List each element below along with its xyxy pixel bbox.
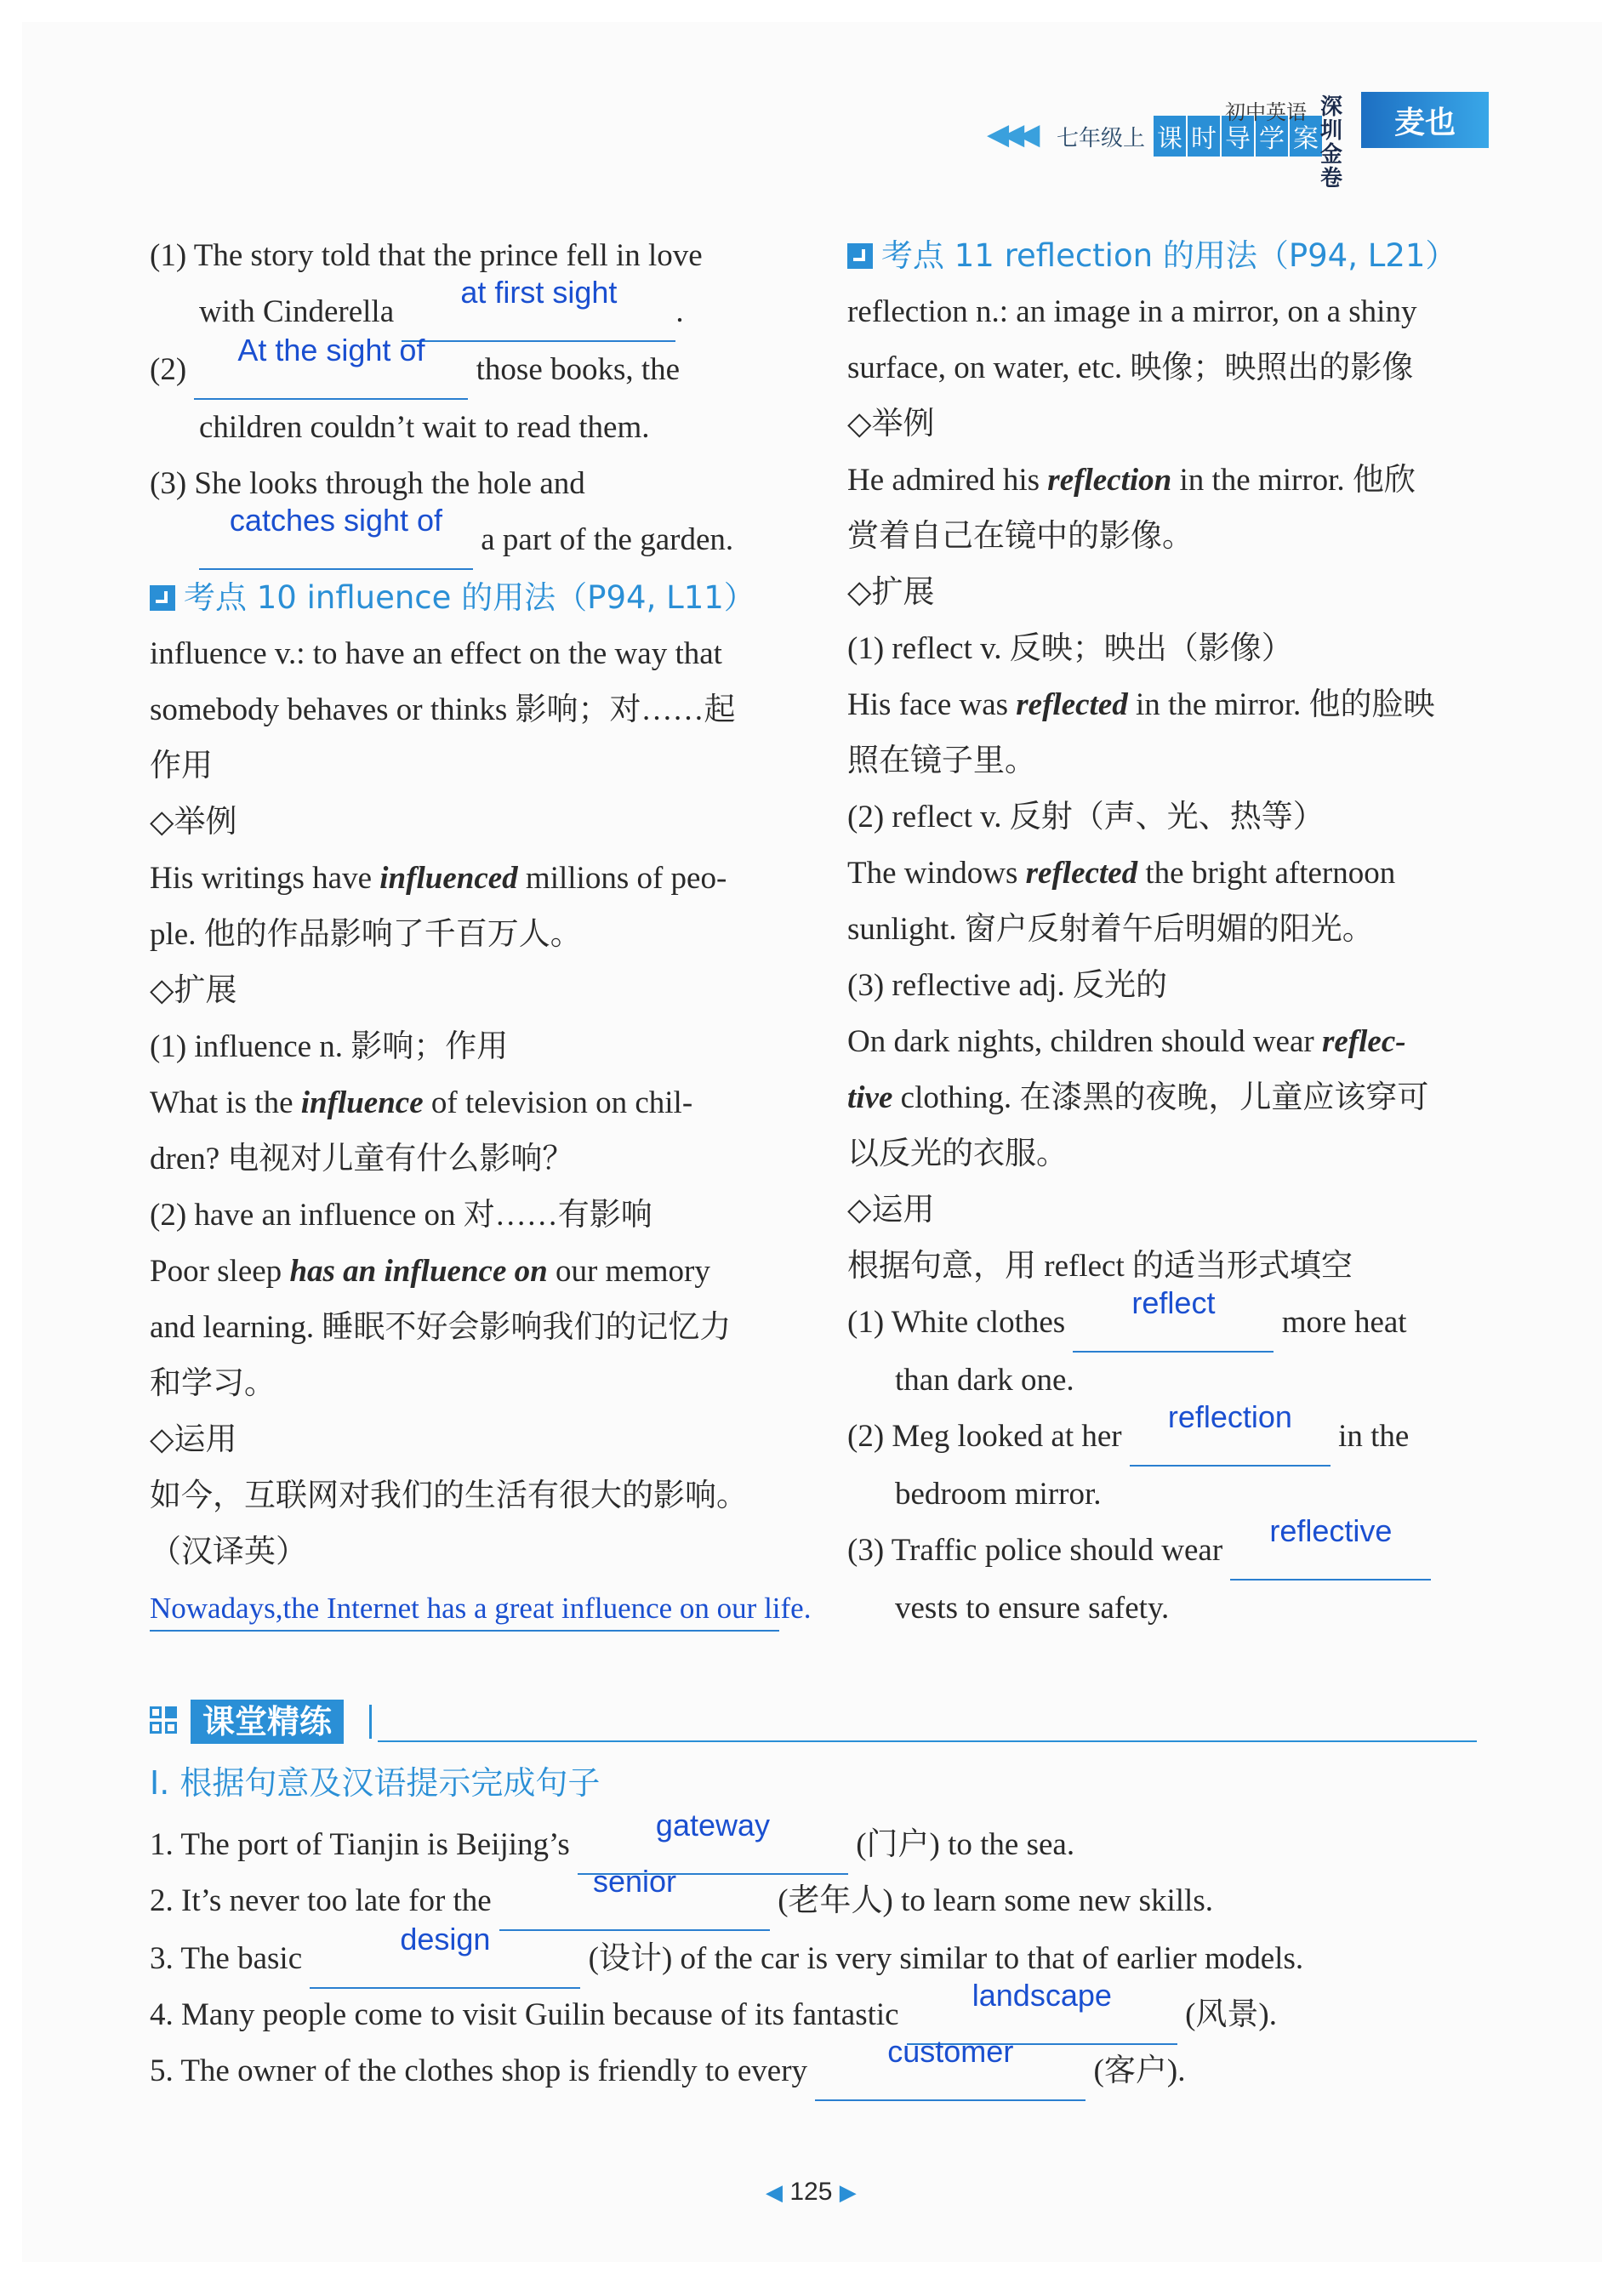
kaodian-11-heading xyxy=(847,228,1494,284)
page-number xyxy=(766,2178,857,2207)
text: (2) Meg looked at her xyxy=(847,1419,1122,1454)
text: in the xyxy=(1338,1419,1410,1454)
answer-text: gateway xyxy=(655,1808,771,1843)
publisher-logo xyxy=(1361,92,1489,148)
answer-text: catches sight of xyxy=(229,503,443,538)
triple-arrow-icon: ◀◀◀ xyxy=(987,117,1034,151)
text: a part of the garden. xyxy=(481,522,734,557)
practice-title: 课堂精练 xyxy=(191,1700,344,1744)
prev-triangle-icon: ◀ xyxy=(766,2179,783,2205)
text-line: 赏着自己在镜中的影像。 xyxy=(847,519,1194,554)
kaodian-10-heading xyxy=(150,570,796,626)
text: Poor sleep xyxy=(150,1254,290,1289)
text: clothing. 在漆黑的夜晚，儿童应该穿可 xyxy=(892,1080,1429,1115)
question-line xyxy=(847,1399,1494,1467)
text: the bright afternoon xyxy=(1137,856,1396,891)
text: those books, the xyxy=(476,352,681,387)
text-line xyxy=(847,453,1494,509)
text-line: 如今，互联网对我们的生活有很大的影响。 xyxy=(150,1478,748,1513)
text-line: than dark one. xyxy=(895,1363,1074,1398)
extension-heading: ◇扩展 xyxy=(150,973,237,1008)
usage-heading: ◇运用 xyxy=(847,1193,935,1227)
kaodian-icon xyxy=(150,585,175,611)
text: (门户) to the sea. xyxy=(856,1827,1075,1862)
text: our memory xyxy=(547,1254,710,1289)
text-line xyxy=(847,846,1494,902)
text-line xyxy=(847,677,1494,733)
text-line: (2) reflect v. 反射（声、光、热等） xyxy=(847,800,1325,834)
text: His writings have xyxy=(150,861,380,896)
series-char: 案 xyxy=(1290,116,1322,157)
section-heading: I. 根据句意及汉语提示完成句子 xyxy=(150,1764,601,1802)
series-char: 导 xyxy=(1222,116,1254,157)
text-line: (1) The story told that the prince fell in love xyxy=(150,238,703,273)
heading-text: 考点 11 reflection 的用法（P94, L21） xyxy=(881,237,1457,274)
text-line: sunlight. 窗户反射着午后明媚的阳光。 xyxy=(847,912,1374,947)
answer-text: reflection xyxy=(1167,1399,1292,1434)
text: more heat xyxy=(1281,1305,1407,1340)
text: 2. It’s never too late for the xyxy=(150,1883,492,1918)
text: (1) White clothes xyxy=(847,1305,1066,1340)
text-line: surface, on water, etc. 映像；映照出的影像 xyxy=(847,350,1414,385)
heading-text: 考点 10 influence 的用法（P94, L11） xyxy=(184,579,755,616)
text: He admired his xyxy=(847,463,1048,498)
text: The windows xyxy=(847,856,1026,891)
text-line: bedroom mirror. xyxy=(895,1477,1102,1512)
text: (设计) of the car is very similar to that of earlier models. xyxy=(588,1941,1304,1976)
logo-text: 麦也 xyxy=(1393,105,1456,140)
text-line: 根据句意，用 reflect 的适当形式填空 xyxy=(847,1249,1353,1284)
text: (3) Traffic police should wear xyxy=(847,1533,1223,1568)
text: On dark nights, children should wear xyxy=(847,1024,1322,1059)
text-line: 以反光的衣服。 xyxy=(847,1136,1068,1171)
practice-item xyxy=(150,1978,1277,2045)
next-triangle-icon: ▶ xyxy=(839,2179,857,2205)
text-line: vests to ensure safety. xyxy=(895,1591,1170,1626)
answer-text: landscape xyxy=(972,1978,1112,2013)
kaodian-icon xyxy=(847,243,873,269)
text: of television on chil- xyxy=(423,1085,693,1120)
keyword: reflected xyxy=(1025,856,1138,891)
translation-answer[interactable]: Nowadays,the Internet has a great influence on our life. xyxy=(150,1587,779,1632)
keyword: influenced xyxy=(379,861,518,896)
text-line: (3) reflective adj. 反光的 xyxy=(847,968,1168,1003)
text-line xyxy=(847,1070,1494,1126)
keyword: reflec- xyxy=(1321,1024,1406,1059)
brand-label: 深圳金卷 xyxy=(1320,94,1343,191)
question-line xyxy=(847,1285,1494,1353)
usage-heading: ◇运用 xyxy=(150,1422,237,1457)
left-column xyxy=(150,228,796,1581)
answer-text: reflective xyxy=(1269,1513,1393,1548)
answer-blank[interactable] xyxy=(310,1922,580,1989)
text-line: (1) reflect v. 反映；映出（影像） xyxy=(847,631,1293,666)
text-line xyxy=(150,1075,796,1131)
answer-text: design xyxy=(400,1922,491,1956)
text: His face was xyxy=(847,687,1017,722)
text: . xyxy=(675,294,684,329)
text-line: influence v.: to have an effect on the way that xyxy=(150,636,722,671)
series-char: 课 xyxy=(1154,116,1186,157)
series-char: 学 xyxy=(1256,116,1288,157)
text-line: children couldn’t wait to read them. xyxy=(199,410,650,445)
text-line: 作用 xyxy=(150,749,213,783)
text: (客户). xyxy=(1093,2053,1186,2088)
text: with Cinderella xyxy=(199,294,395,329)
text-line: (2) have an influence on 对……有影响 xyxy=(150,1198,652,1233)
practice-item xyxy=(150,2034,1186,2101)
answer-blank[interactable] xyxy=(1073,1285,1274,1353)
text-line: (3) She looks through the hole and xyxy=(150,466,585,501)
text-line: reflection n.: an image in a mirror, on a shiny xyxy=(847,294,1417,329)
answer-text: senior xyxy=(592,1864,677,1899)
text: (风景). xyxy=(1185,1997,1277,2032)
text-line xyxy=(150,503,796,570)
page-number-text: 125 xyxy=(789,2178,833,2206)
question-line xyxy=(847,1513,1494,1581)
keyword: tive xyxy=(847,1080,893,1115)
text: 1. The port of Tianjin is Beijing’s xyxy=(150,1827,570,1862)
text: What is the xyxy=(150,1085,301,1120)
divider xyxy=(378,1740,1477,1742)
subject-label: 初中英语 xyxy=(1225,100,1307,124)
text-line: 和学习。 xyxy=(150,1366,276,1401)
answer-text: reflect xyxy=(1131,1285,1216,1320)
keyword: influence xyxy=(300,1085,424,1120)
text-line xyxy=(150,851,796,907)
text-line: 照在镜子里。 xyxy=(847,743,1036,778)
answer-blank[interactable] xyxy=(1130,1399,1331,1467)
text-line: （汉译英） xyxy=(150,1535,307,1569)
keyword: reflected xyxy=(1016,687,1128,722)
example-heading: ◇举例 xyxy=(150,805,237,840)
text: 3. The basic xyxy=(150,1941,303,1976)
series-char: 时 xyxy=(1188,116,1220,157)
page-header xyxy=(987,92,1490,191)
text-line: dren? 电视对儿童有什么影响？ xyxy=(150,1142,574,1176)
keyword: has an influence on xyxy=(289,1254,548,1289)
text-line xyxy=(847,1014,1494,1070)
text: in the mirror. 他的脸映 xyxy=(1127,687,1435,722)
text-line xyxy=(150,333,796,400)
text-line: (1) influence n. 影响；作用 xyxy=(150,1029,509,1064)
right-column xyxy=(847,228,1494,1637)
answer-blank[interactable] xyxy=(194,333,468,400)
text-line: somebody behaves or thinks 影响；对……起 xyxy=(150,692,736,727)
text: (老年人) to learn some new skills. xyxy=(778,1883,1213,1918)
answer-text: at first sight xyxy=(460,275,618,310)
grade-label: 七年级上 xyxy=(1057,126,1146,151)
text-line: ple. 他的作品影响了千百万人。 xyxy=(150,917,582,952)
text: 5. The owner of the clothes shop is friendly to every xyxy=(150,2053,808,2088)
divider xyxy=(369,1705,372,1739)
grid-icon xyxy=(150,1706,180,1737)
answer-text: customer xyxy=(887,2034,1014,2069)
text: in the mirror. 他欣 xyxy=(1171,463,1416,498)
answer-blank[interactable] xyxy=(1230,1513,1431,1581)
answer-blank[interactable] xyxy=(815,2034,1086,2101)
text: (2) xyxy=(150,352,187,387)
text: 4. Many people come to visit Guilin because of its fantastic xyxy=(150,1997,899,2032)
extension-heading: ◇扩展 xyxy=(847,575,935,610)
answer-blank[interactable] xyxy=(199,503,473,570)
example-heading: ◇举例 xyxy=(847,407,935,441)
practice-banner xyxy=(150,1698,1477,1746)
text: millions of peo- xyxy=(517,861,727,896)
text-line xyxy=(150,1244,796,1300)
keyword: reflection xyxy=(1047,463,1172,498)
answer-text: At the sight of xyxy=(237,333,425,367)
text-line: and learning. 睡眠不好会影响我们的记忆力 xyxy=(150,1310,732,1345)
